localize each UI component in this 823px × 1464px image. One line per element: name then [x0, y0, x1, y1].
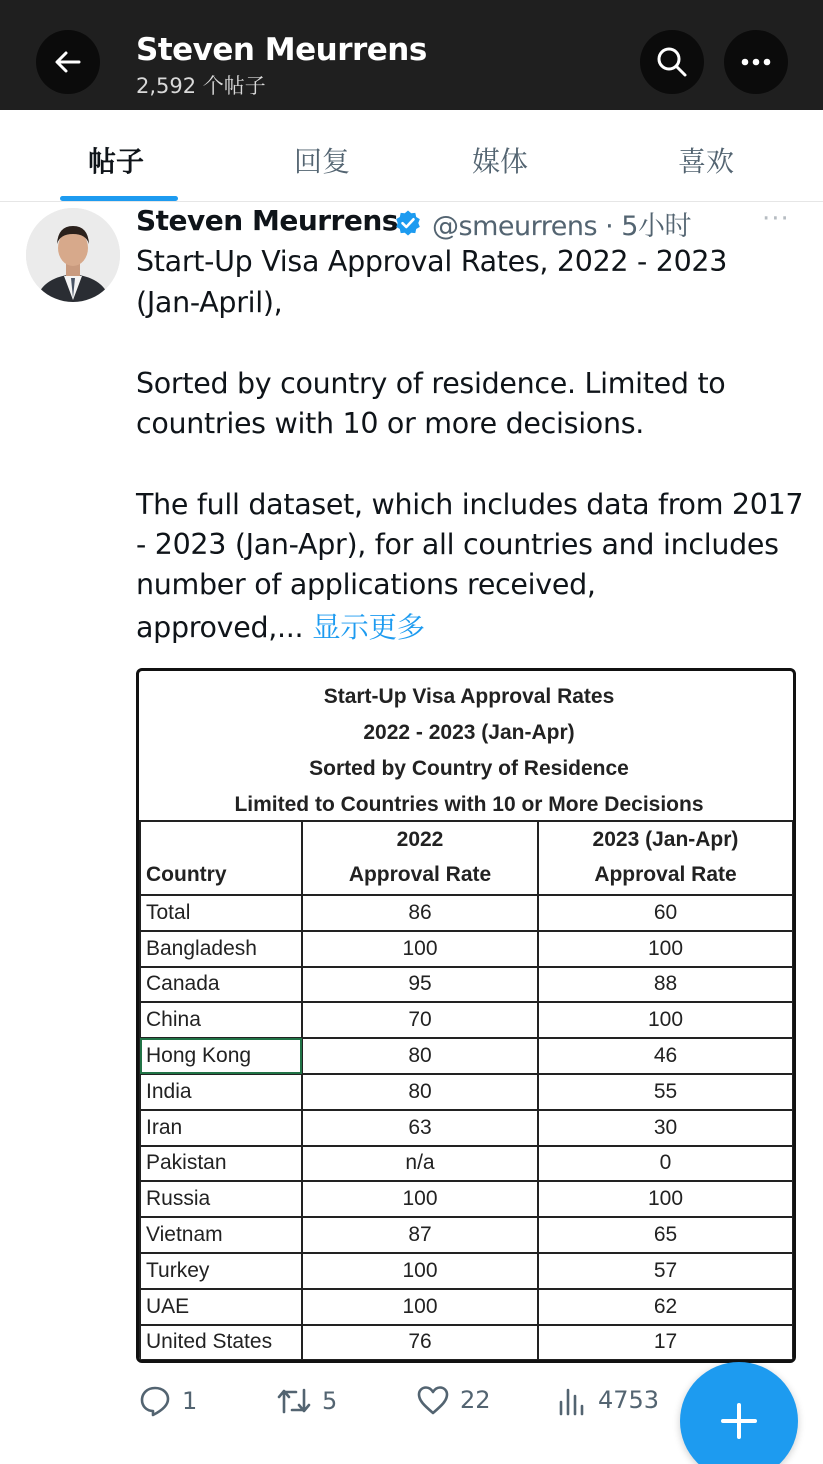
cell-2022: 86	[302, 895, 538, 931]
header-2023-line1: 2023 (Jan-Apr)	[592, 828, 739, 851]
top-bar	[0, 0, 823, 110]
cell-country: Iran	[140, 1110, 302, 1146]
views-icon	[558, 1384, 588, 1416]
cell-2023: 88	[538, 967, 793, 1003]
tab-posts[interactable]: 帖子	[88, 145, 145, 178]
like-icon	[416, 1384, 450, 1416]
cell-country: Vietnam	[140, 1217, 302, 1253]
cell-country: Pakistan	[140, 1146, 302, 1182]
tweet-text-line: number of applications received,	[136, 568, 596, 601]
more-options-button[interactable]	[724, 30, 788, 94]
table-row	[140, 1289, 793, 1325]
tweet-text-line: Sorted by country of residence. Limited to	[136, 367, 726, 400]
cell-country: Russia	[140, 1181, 302, 1217]
compose-post-button[interactable]	[680, 1362, 798, 1464]
more-dots-icon	[741, 58, 771, 66]
cell-2022: 63	[302, 1110, 538, 1146]
cell-2022: 95	[302, 967, 538, 1003]
table-title-line: 2022 - 2023 (Jan-Apr)	[363, 721, 575, 744]
cell-country: China	[140, 1002, 302, 1038]
avatar[interactable]	[26, 208, 120, 302]
cell-2022: 100	[302, 931, 538, 967]
table-title-line: Sorted by Country of Residence	[309, 757, 629, 780]
cell-country: India	[140, 1074, 302, 1110]
header-2023-line2: Approval Rate	[594, 863, 737, 886]
reply-count: 1	[182, 1387, 198, 1415]
header-2022-line2: Approval Rate	[348, 863, 492, 886]
active-tab-indicator	[60, 196, 178, 201]
tweet-handle-time[interactable]: @smeurrens · 5小时	[432, 211, 691, 242]
table-row	[140, 1038, 793, 1074]
cell-country: Turkey	[140, 1253, 302, 1289]
header-country: Country	[140, 821, 302, 895]
repost-count: 5	[322, 1387, 338, 1415]
cell-2023: 17	[538, 1325, 793, 1361]
table-row	[140, 895, 793, 931]
header-2022-line1: 2022	[396, 828, 444, 851]
tweet-text-line: (Jan-April),	[136, 286, 283, 319]
table-row	[140, 1110, 793, 1146]
repost-icon	[276, 1384, 312, 1418]
cell-2023: 62	[538, 1289, 793, 1325]
tab-replies[interactable]: 回复	[294, 145, 351, 178]
tweet-text-line: Start-Up Visa Approval Rates, 2022 - 2023	[136, 245, 728, 278]
approval-rates-table	[139, 820, 794, 1361]
table-row	[140, 1217, 793, 1253]
table-title-line: Start-Up Visa Approval Rates	[323, 685, 615, 708]
search-button[interactable]	[640, 30, 704, 94]
cell-country: Total	[140, 895, 302, 931]
reply-button[interactable]	[138, 1384, 197, 1418]
back-arrow-icon	[53, 47, 83, 77]
header-2022	[302, 821, 538, 895]
tab-media[interactable]: 媒体	[472, 145, 529, 178]
views-button[interactable]	[558, 1384, 659, 1416]
cell-2023: 46	[538, 1038, 793, 1074]
repost-button[interactable]	[276, 1384, 337, 1418]
table-row	[140, 1325, 793, 1361]
tab-likes[interactable]: 喜欢	[678, 145, 735, 178]
table-row	[140, 1074, 793, 1110]
tweet-text-line: - 2023 (Jan-Apr), for all countries and includes	[136, 528, 779, 561]
search-icon	[655, 45, 689, 79]
cell-2023: 57	[538, 1253, 793, 1289]
tweet-text-line: The full dataset, which includes data from 2017	[136, 488, 804, 521]
like-button[interactable]	[416, 1384, 491, 1416]
table-row	[140, 1253, 793, 1289]
table-row	[140, 967, 793, 1003]
verified-badge-icon	[394, 209, 422, 237]
table-row	[140, 1146, 793, 1182]
cell-2023: 0	[538, 1146, 793, 1182]
cell-2022: 76	[302, 1325, 538, 1361]
like-count: 22	[460, 1386, 491, 1414]
cell-2023: 100	[538, 1002, 793, 1038]
post-count: 2,592 个帖子	[136, 74, 266, 98]
reply-icon	[138, 1384, 172, 1418]
cell-2022: 100	[302, 1181, 538, 1217]
cell-2023: 60	[538, 895, 793, 931]
table-row	[140, 1181, 793, 1217]
cell-2022: 100	[302, 1253, 538, 1289]
cell-country: United States	[140, 1325, 302, 1361]
tweet-text-line: approved,...	[136, 611, 304, 644]
cell-country: Bangladesh	[140, 931, 302, 967]
cell-2023: 100	[538, 931, 793, 967]
tweet-text-last-line	[136, 608, 425, 648]
cell-2023: 65	[538, 1217, 793, 1253]
cell-2022: 100	[302, 1289, 538, 1325]
table-row	[140, 931, 793, 967]
cell-2022: 87	[302, 1217, 538, 1253]
plus-icon	[719, 1401, 759, 1441]
cell-2023: 100	[538, 1181, 793, 1217]
cell-2023: 55	[538, 1074, 793, 1110]
tweet-more-icon[interactable]: ···	[762, 204, 790, 234]
back-button[interactable]	[36, 30, 100, 94]
tweet-media-table-image[interactable]	[136, 668, 796, 1363]
tweet-text-line: countries with 10 or more decisions.	[136, 407, 645, 440]
cell-country: Canada	[140, 967, 302, 1003]
cell-2022: 80	[302, 1074, 538, 1110]
table-header-row	[140, 821, 793, 895]
profile-tabs	[0, 110, 823, 202]
cell-country-selected: Hong Kong	[140, 1038, 302, 1074]
table-title-line: Limited to Countries with 10 or More Decisions	[234, 793, 704, 816]
cell-2022: n/a	[302, 1146, 538, 1182]
cell-country: UAE	[140, 1289, 302, 1325]
tweet-author-name[interactable]: Steven Meurrens	[136, 204, 398, 237]
cell-2022: 80	[302, 1038, 538, 1074]
cell-2022: 70	[302, 1002, 538, 1038]
profile-name-header: Steven Meurrens	[136, 32, 427, 68]
header-2023	[538, 821, 793, 895]
cell-2023: 30	[538, 1110, 793, 1146]
table-row	[140, 1002, 793, 1038]
view-count: 4753	[598, 1386, 660, 1414]
show-more-link[interactable]: 显示更多	[312, 611, 425, 644]
